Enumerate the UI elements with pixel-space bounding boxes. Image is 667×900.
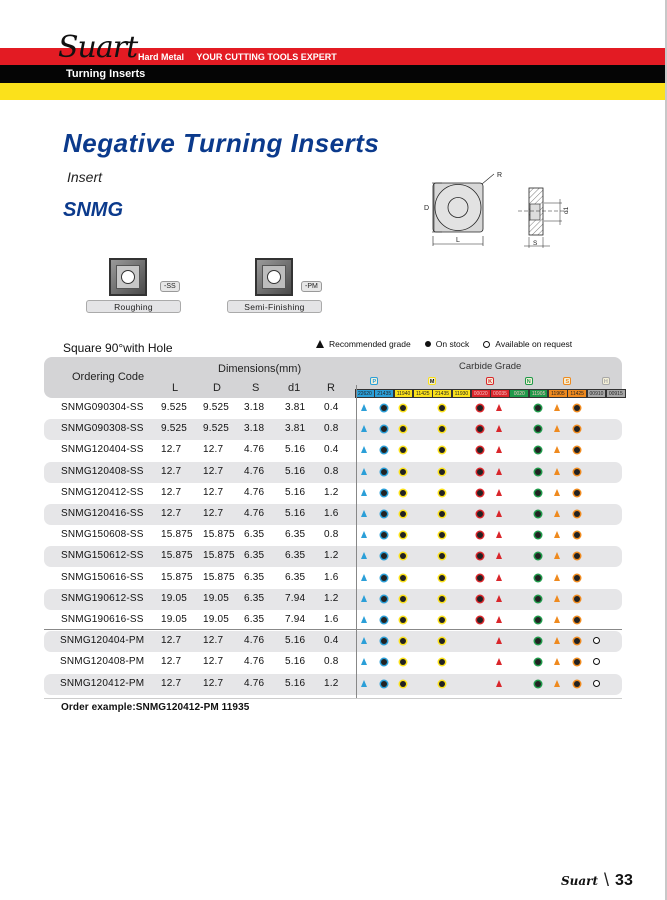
dim-L: 9.525 bbox=[161, 402, 188, 413]
on-stock-icon bbox=[381, 553, 387, 559]
recommended-grade-icon bbox=[361, 531, 367, 538]
on-stock-icon bbox=[574, 426, 580, 432]
recommended-grade-icon bbox=[554, 658, 560, 665]
ordering-code: SNMG150616-SS bbox=[61, 571, 144, 583]
dim-S: 4.76 bbox=[244, 656, 265, 668]
page-title: Negative Turning Inserts bbox=[63, 128, 380, 158]
dim-d1: 5.16 bbox=[285, 656, 306, 668]
on-stock-icon bbox=[381, 596, 387, 602]
recommended-grade-icon bbox=[554, 404, 560, 411]
dim-d1: 3.81 bbox=[285, 423, 306, 435]
dim-D: 12.7 bbox=[203, 444, 224, 456]
grade-code-cell: 21435 bbox=[374, 389, 394, 398]
ordering-code: SNMG120416-SS bbox=[61, 508, 144, 519]
on-stock-icon bbox=[400, 511, 406, 517]
table-row bbox=[44, 546, 622, 567]
dim-R: 1.2 bbox=[324, 677, 339, 689]
table-bottom-rule bbox=[44, 698, 622, 699]
recommended-grade-icon bbox=[361, 595, 367, 602]
table-row bbox=[44, 525, 622, 546]
on-stock-icon bbox=[535, 681, 541, 687]
recommended-grade-icon bbox=[361, 425, 367, 432]
grade-category-m: M bbox=[429, 379, 435, 385]
grade-code-cell: 11425 bbox=[413, 389, 433, 398]
on-stock-icon bbox=[381, 659, 387, 665]
header-ordering-code: Ordering Code bbox=[72, 371, 145, 383]
recommended-grade-icon bbox=[361, 616, 367, 623]
dim-R: 0.8 bbox=[324, 656, 339, 668]
chipbreaker-suffix-ss: -SS bbox=[160, 281, 180, 292]
on-stock-icon bbox=[535, 617, 541, 623]
recommended-grade-icon bbox=[361, 468, 367, 475]
on-stock-icon bbox=[535, 511, 541, 517]
ordering-code: SNMG090308-SS bbox=[61, 423, 144, 435]
on-stock-icon bbox=[574, 511, 580, 517]
recommended-grade-icon bbox=[554, 637, 560, 644]
on-stock-icon bbox=[574, 553, 580, 559]
table-row bbox=[44, 419, 622, 440]
ordering-code: SNMG090304-SS bbox=[61, 402, 144, 413]
dim-R: 1.6 bbox=[324, 614, 339, 625]
table-group-separator bbox=[44, 629, 622, 630]
dim-d1: 6.35 bbox=[285, 529, 306, 541]
on-stock-icon bbox=[535, 447, 541, 453]
dim-d1: 7.94 bbox=[285, 592, 306, 604]
grade-code-cell: 11930 bbox=[452, 389, 472, 398]
on-stock-icon bbox=[439, 659, 445, 665]
recommended-grade-icon bbox=[496, 637, 502, 644]
on-stock-icon bbox=[439, 575, 445, 581]
recommended-grade-icon bbox=[496, 680, 502, 687]
table-row bbox=[44, 652, 622, 673]
on-stock-icon bbox=[439, 596, 445, 602]
dim-D: 12.7 bbox=[203, 486, 224, 498]
on-stock-icon bbox=[381, 511, 387, 517]
recommended-grade-icon bbox=[496, 595, 502, 602]
grade-code-cell: 0020 bbox=[509, 389, 529, 398]
dim-R: 0.8 bbox=[324, 465, 339, 477]
on-stock-icon bbox=[400, 447, 406, 453]
tagline-hard-metal: Hard Metal bbox=[138, 52, 185, 62]
on-stock-icon bbox=[400, 659, 406, 665]
on-stock-icon bbox=[439, 532, 445, 538]
dim-S: 4.76 bbox=[244, 677, 265, 689]
legend bbox=[316, 339, 572, 349]
dim-R: 1.2 bbox=[324, 592, 339, 604]
ordering-code: SNMG150608-SS bbox=[61, 529, 144, 541]
on-stock-icon bbox=[477, 405, 483, 411]
dim-R: 0.4 bbox=[324, 402, 339, 413]
grade-category-k: K bbox=[486, 377, 494, 385]
dim-L: 12.7 bbox=[161, 508, 182, 519]
ordering-code: SNMG150612-SS bbox=[61, 550, 144, 562]
chipbreaker-suffix-pm: -PM bbox=[301, 281, 322, 292]
ordering-code: SNMG120404-SS bbox=[61, 444, 144, 456]
dim-S: 6.35 bbox=[244, 592, 265, 604]
on-stock-icon bbox=[477, 490, 483, 496]
table-row bbox=[44, 568, 622, 589]
grade-code-cell: 11905 bbox=[548, 389, 568, 398]
grade-code-cell: 21435 bbox=[432, 389, 452, 398]
on-stock-icon bbox=[477, 553, 483, 559]
recommended-grade-icon bbox=[361, 510, 367, 517]
open-circle-icon bbox=[483, 341, 490, 348]
dim-D: 12.7 bbox=[203, 465, 224, 477]
ordering-code: SNMG120408-SS bbox=[61, 465, 144, 477]
grade-category-h: H bbox=[602, 377, 610, 385]
on-stock-icon bbox=[477, 596, 483, 602]
on-stock-icon bbox=[400, 638, 406, 644]
ordering-code: SNMG120412-SS bbox=[61, 486, 144, 498]
ordering-code: SNMG120412-PM bbox=[60, 677, 145, 689]
header-dimensions: Dimensions(mm) bbox=[218, 363, 302, 375]
label-L: L bbox=[456, 237, 460, 244]
dim-L: 19.05 bbox=[161, 614, 188, 625]
dim-R: 0.4 bbox=[324, 444, 339, 456]
on-stock-icon bbox=[381, 447, 387, 453]
dim-S: 4.76 bbox=[244, 465, 265, 477]
on-stock-icon bbox=[574, 659, 580, 665]
dim-S: 6.35 bbox=[244, 614, 265, 625]
dim-d1: 6.35 bbox=[285, 550, 306, 562]
recommended-grade-icon bbox=[554, 595, 560, 602]
on-stock-icon bbox=[574, 447, 580, 453]
grade-code-cell: 11940 bbox=[394, 389, 414, 398]
footer-brand: Suart bbox=[561, 873, 599, 888]
on-stock-icon bbox=[381, 575, 387, 581]
table-row bbox=[44, 504, 622, 525]
grade-code-cell: 00035 bbox=[490, 389, 510, 398]
available-on-request-icon bbox=[593, 680, 600, 687]
recommended-grade-icon bbox=[554, 425, 560, 432]
on-stock-icon bbox=[535, 405, 541, 411]
recommended-grade-icon bbox=[496, 404, 502, 411]
on-stock-icon bbox=[400, 575, 406, 581]
header-col-D: D bbox=[213, 382, 221, 394]
on-stock-icon bbox=[400, 617, 406, 623]
recommended-grade-icon bbox=[361, 489, 367, 496]
on-stock-icon bbox=[477, 575, 483, 581]
recommended-grade-icon bbox=[361, 680, 367, 687]
dim-d1: 5.16 bbox=[285, 444, 306, 456]
recommended-grade-icon bbox=[496, 531, 502, 538]
tagline bbox=[138, 52, 347, 62]
dim-d1: 5.16 bbox=[285, 677, 306, 689]
header-col-S: S bbox=[252, 382, 260, 394]
on-stock-icon bbox=[439, 447, 445, 453]
dim-d1: 5.16 bbox=[285, 508, 306, 519]
recommended-grade-icon bbox=[554, 446, 560, 453]
dim-S: 4.76 bbox=[244, 444, 265, 456]
section-title: Turning Inserts bbox=[66, 68, 146, 80]
on-stock-icon bbox=[535, 469, 541, 475]
dim-S: 4.76 bbox=[244, 508, 265, 519]
recommended-grade-icon bbox=[554, 616, 560, 623]
on-stock-icon bbox=[400, 681, 406, 687]
dim-D: 15.875 bbox=[203, 550, 235, 562]
dim-L: 12.7 bbox=[161, 465, 182, 477]
dim-d1: 5.16 bbox=[285, 486, 306, 498]
on-stock-icon bbox=[574, 532, 580, 538]
recommended-grade-icon bbox=[554, 489, 560, 496]
brand-logo: Suart bbox=[58, 30, 138, 65]
on-stock-icon bbox=[574, 490, 580, 496]
table-row bbox=[44, 440, 622, 461]
dim-d1: 3.81 bbox=[285, 402, 306, 413]
table-row bbox=[44, 483, 622, 504]
header-col-R: R bbox=[327, 382, 335, 394]
available-on-request-icon bbox=[593, 637, 600, 644]
insert-photo-ss bbox=[109, 258, 147, 296]
on-stock-icon bbox=[574, 596, 580, 602]
on-stock-icon bbox=[439, 617, 445, 623]
on-stock-icon bbox=[535, 638, 541, 644]
dim-S: 3.18 bbox=[244, 402, 265, 413]
grade-code-cell: 11905 bbox=[529, 389, 549, 398]
dim-L: 9.525 bbox=[161, 423, 188, 435]
dim-S: 4.76 bbox=[244, 635, 265, 647]
top-view bbox=[432, 174, 494, 246]
on-stock-icon bbox=[477, 511, 483, 517]
grade-code-cell: 22620 bbox=[355, 389, 375, 398]
on-stock-icon bbox=[439, 426, 445, 432]
on-stock-icon bbox=[535, 596, 541, 602]
dim-D: 12.7 bbox=[203, 656, 224, 668]
order-example: Order example:SNMG120412-PM 11935 bbox=[61, 702, 250, 713]
triangle-icon bbox=[316, 340, 324, 348]
available-on-request-icon bbox=[593, 658, 600, 665]
dim-D: 19.05 bbox=[203, 614, 230, 625]
on-stock-icon bbox=[574, 469, 580, 475]
on-stock-icon bbox=[574, 681, 580, 687]
on-stock-icon bbox=[574, 405, 580, 411]
recommended-grade-icon bbox=[496, 574, 502, 581]
recommended-grade-icon bbox=[496, 489, 502, 496]
on-stock-icon bbox=[400, 532, 406, 538]
on-stock-icon bbox=[381, 681, 387, 687]
recommended-grade-icon bbox=[496, 425, 502, 432]
recommended-grade-icon bbox=[361, 446, 367, 453]
dim-R: 0.4 bbox=[324, 635, 339, 647]
dim-D: 12.7 bbox=[203, 635, 224, 647]
dim-S: 6.35 bbox=[244, 550, 265, 562]
side-view bbox=[518, 188, 568, 248]
chipbreaker-label-semi-finishing: Semi-Finishing bbox=[227, 300, 322, 313]
header-col-d1: d1 bbox=[288, 382, 301, 394]
label-D: D bbox=[424, 205, 430, 212]
grade-category-p: P bbox=[370, 377, 378, 385]
recommended-grade-icon bbox=[554, 552, 560, 559]
recommended-grade-icon bbox=[496, 468, 502, 475]
filled-circle-icon bbox=[425, 341, 431, 347]
page-number: 33 bbox=[615, 871, 633, 889]
grade-code-cell: 00020 bbox=[471, 389, 491, 398]
ordering-code: SNMG190612-SS bbox=[61, 592, 144, 604]
recommended-grade-icon bbox=[496, 658, 502, 665]
on-stock-icon bbox=[535, 575, 541, 581]
label-S: S bbox=[533, 240, 538, 247]
table-title: Square 90°with Hole bbox=[63, 341, 173, 355]
dim-d1: 6.35 bbox=[285, 571, 306, 583]
recommended-grade-icon bbox=[361, 404, 367, 411]
dim-D: 15.875 bbox=[203, 529, 235, 541]
grade-category-s: S bbox=[563, 377, 571, 385]
on-stock-icon bbox=[439, 490, 445, 496]
on-stock-icon bbox=[535, 553, 541, 559]
legend-recommended: Recommended grade bbox=[316, 339, 411, 349]
recommended-grade-icon bbox=[496, 552, 502, 559]
recommended-grade-icon bbox=[361, 658, 367, 665]
table-row bbox=[44, 674, 622, 695]
table-row bbox=[44, 398, 622, 419]
ordering-code: SNMG120404-PM bbox=[60, 635, 145, 647]
dim-L: 12.7 bbox=[161, 656, 182, 668]
dim-D: 15.875 bbox=[203, 571, 235, 583]
on-stock-icon bbox=[400, 490, 406, 496]
on-stock-icon bbox=[535, 532, 541, 538]
dim-L: 12.7 bbox=[161, 635, 182, 647]
dim-R: 1.6 bbox=[324, 508, 339, 519]
dim-D: 9.525 bbox=[203, 402, 230, 413]
dim-S: 3.18 bbox=[244, 423, 265, 435]
insert-photo-pm bbox=[255, 258, 293, 296]
on-stock-icon bbox=[381, 617, 387, 623]
table-row bbox=[44, 589, 622, 610]
on-stock-icon bbox=[574, 638, 580, 644]
header-carbide-grade: Carbide Grade bbox=[459, 361, 522, 372]
ordering-code: SNMG120408-PM bbox=[60, 656, 145, 668]
recommended-grade-icon bbox=[361, 552, 367, 559]
insert-dimension-diagram bbox=[410, 170, 570, 255]
header-col-L: L bbox=[172, 382, 179, 394]
on-stock-icon bbox=[381, 469, 387, 475]
recommended-grade-icon bbox=[496, 446, 502, 453]
on-stock-icon bbox=[574, 575, 580, 581]
on-stock-icon bbox=[574, 617, 580, 623]
recommended-grade-icon bbox=[361, 574, 367, 581]
recommended-grade-icon bbox=[361, 637, 367, 644]
recommended-grade-icon bbox=[554, 531, 560, 538]
dim-D: 12.7 bbox=[203, 677, 224, 689]
dim-L: 12.7 bbox=[161, 486, 182, 498]
grade-code-cell: 11425 bbox=[567, 389, 587, 398]
table-column-separator bbox=[356, 385, 357, 698]
on-stock-icon bbox=[439, 638, 445, 644]
on-stock-icon bbox=[381, 490, 387, 496]
on-stock-icon bbox=[439, 405, 445, 411]
grade-category-n: N bbox=[525, 377, 533, 385]
header-band-yellow bbox=[0, 83, 665, 100]
label-R: R bbox=[497, 172, 503, 179]
dim-S: 6.35 bbox=[244, 571, 265, 583]
on-stock-icon bbox=[381, 426, 387, 432]
tagline-slogan: YOUR CUTTING TOOLS EXPERT bbox=[196, 52, 337, 62]
dim-D: 9.525 bbox=[203, 423, 230, 435]
insert-code-title: SNMG bbox=[63, 199, 123, 221]
legend-stock: On stock bbox=[425, 339, 470, 349]
on-stock-icon bbox=[477, 426, 483, 432]
dim-d1: 5.16 bbox=[285, 465, 306, 477]
on-stock-icon bbox=[400, 426, 406, 432]
ordering-code: SNMG190616-SS bbox=[61, 614, 144, 625]
on-stock-icon bbox=[439, 553, 445, 559]
label-d1: d1 bbox=[563, 206, 570, 214]
on-stock-icon bbox=[400, 405, 406, 411]
on-stock-icon bbox=[535, 490, 541, 496]
legend-request: Available on request bbox=[483, 339, 572, 349]
recommended-grade-icon bbox=[496, 616, 502, 623]
page-footer bbox=[561, 870, 633, 891]
on-stock-icon bbox=[477, 469, 483, 475]
dim-R: 0.8 bbox=[324, 423, 339, 435]
dim-L: 15.875 bbox=[161, 550, 193, 562]
recommended-grade-icon bbox=[554, 574, 560, 581]
on-stock-icon bbox=[381, 532, 387, 538]
dim-D: 19.05 bbox=[203, 592, 230, 604]
on-stock-icon bbox=[400, 553, 406, 559]
dim-R: 1.2 bbox=[324, 486, 339, 498]
on-stock-icon bbox=[439, 469, 445, 475]
dim-d1: 5.16 bbox=[285, 635, 306, 647]
table-row bbox=[44, 631, 622, 652]
dim-S: 4.76 bbox=[244, 486, 265, 498]
insert-label: Insert bbox=[67, 169, 103, 185]
dim-R: 0.8 bbox=[324, 529, 339, 541]
dim-S: 6.35 bbox=[244, 529, 265, 541]
dim-R: 1.6 bbox=[324, 571, 339, 583]
on-stock-icon bbox=[381, 405, 387, 411]
dim-D: 12.7 bbox=[203, 508, 224, 519]
dim-L: 12.7 bbox=[161, 444, 182, 456]
recommended-grade-icon bbox=[554, 680, 560, 687]
dim-L: 19.05 bbox=[161, 592, 188, 604]
table-row bbox=[44, 610, 622, 631]
dim-L: 15.875 bbox=[161, 571, 193, 583]
on-stock-icon bbox=[381, 638, 387, 644]
on-stock-icon bbox=[400, 596, 406, 602]
on-stock-icon bbox=[400, 469, 406, 475]
grade-code-cell: 00910 bbox=[587, 389, 607, 398]
recommended-grade-icon bbox=[496, 510, 502, 517]
grade-code-cell: 00915 bbox=[606, 389, 626, 398]
on-stock-icon bbox=[439, 681, 445, 687]
recommended-grade-icon bbox=[554, 468, 560, 475]
on-stock-icon bbox=[477, 617, 483, 623]
table-row bbox=[44, 462, 622, 483]
chipbreaker-label-roughing: Roughing bbox=[86, 300, 181, 313]
footer-divider: \ bbox=[604, 870, 610, 890]
on-stock-icon bbox=[535, 659, 541, 665]
dim-d1: 7.94 bbox=[285, 614, 306, 625]
dim-L: 12.7 bbox=[161, 677, 182, 689]
dim-R: 1.2 bbox=[324, 550, 339, 562]
on-stock-icon bbox=[477, 532, 483, 538]
on-stock-icon bbox=[477, 447, 483, 453]
dim-L: 15.875 bbox=[161, 529, 193, 541]
on-stock-icon bbox=[535, 426, 541, 432]
on-stock-icon bbox=[439, 511, 445, 517]
recommended-grade-icon bbox=[554, 510, 560, 517]
